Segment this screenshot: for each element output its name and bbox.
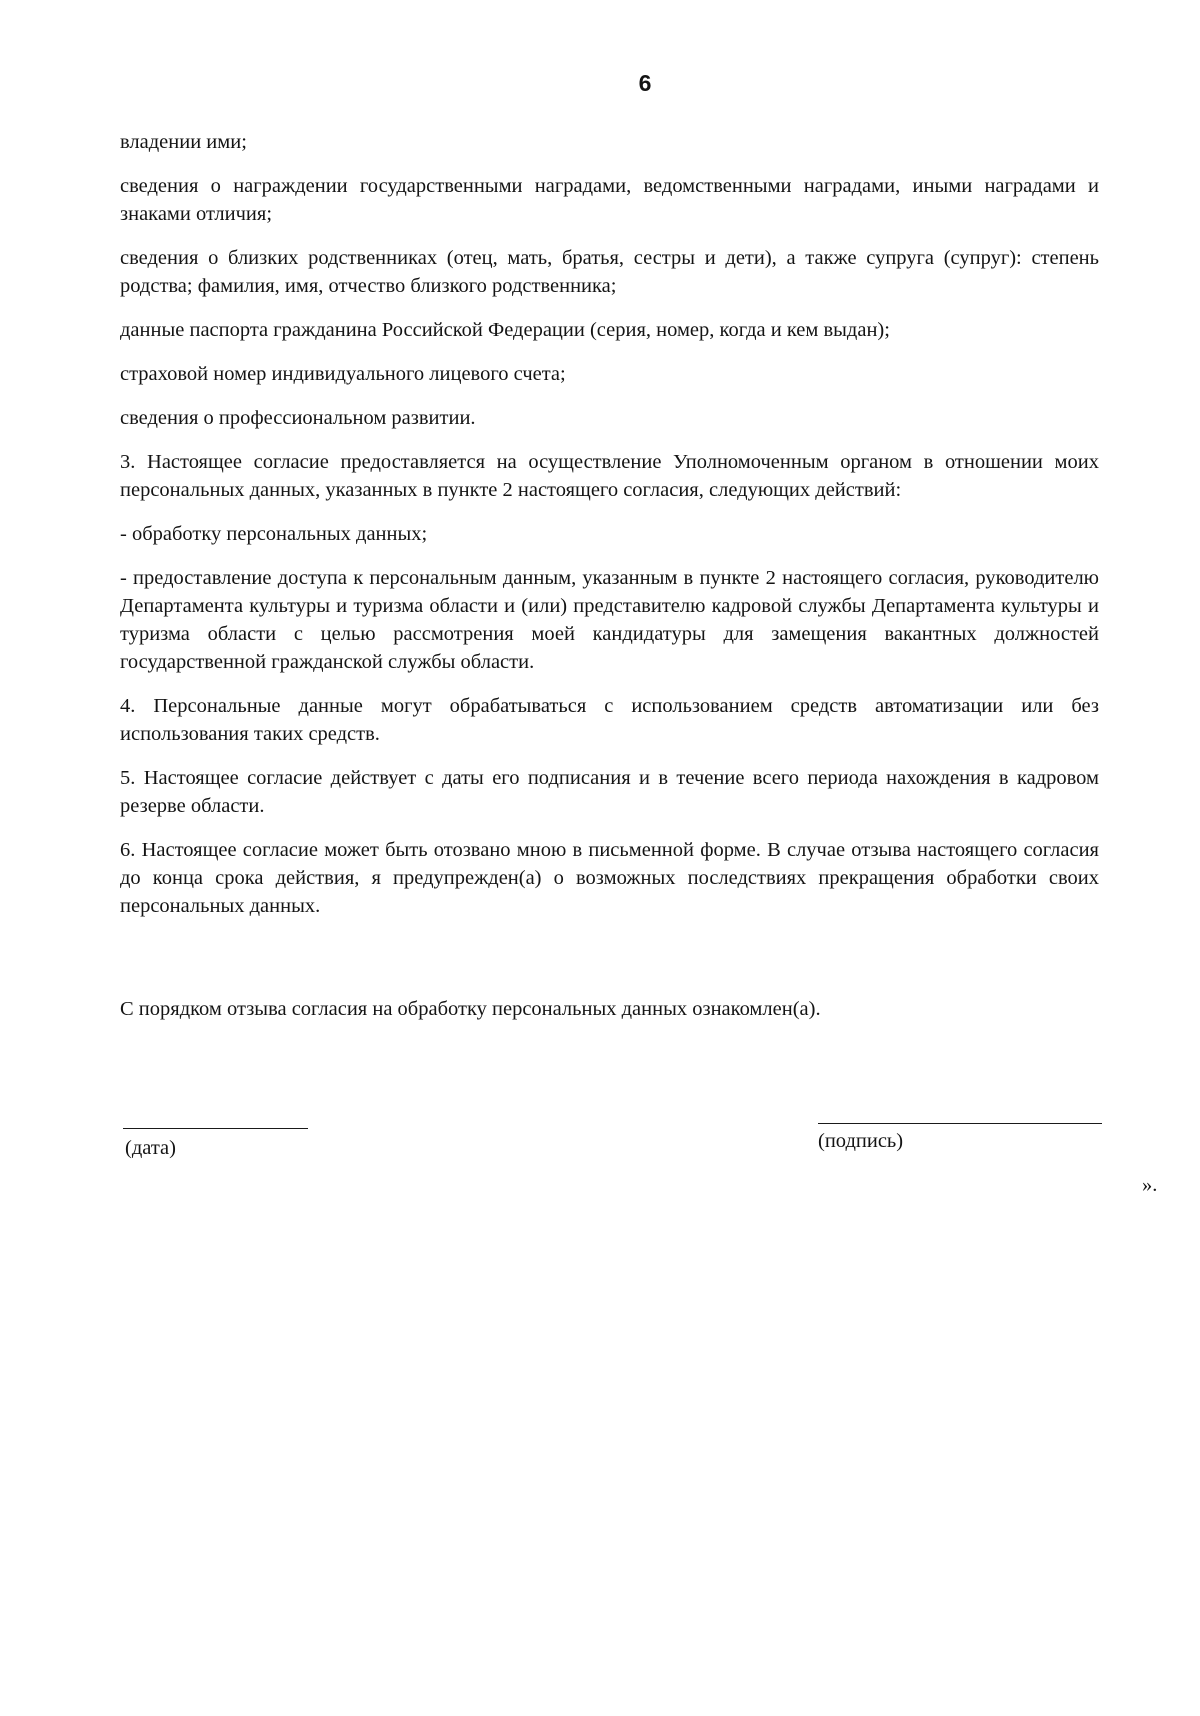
paragraph-clause-4: 4. Персональные данные могут обрабатываться с использованием средств автоматизации или без использования таких средств. [120, 695, 1099, 745]
acknowledgement-text: С порядком отзыва согласия на обработку персональных данных ознакомлен(а). [120, 998, 821, 1020]
consent-body [120, 128, 1099, 936]
paragraph-professional-development: сведения о профессиональном развитии. [120, 407, 476, 429]
paragraph-passport: данные паспорта гражданина Российской Федерации (серия, номер, когда и кем выдан); [120, 319, 890, 341]
signature-field-line [818, 1123, 1102, 1124]
paragraph-clause-6: 6. Настоящее согласие может быть отозвано мною в письменной форме. В случае отзыва настоящего согласия до конца срока действия, я предупрежден(а) о возможных последствиях прекращения обработки своих персональных данных. [120, 839, 1099, 917]
signature-caption: (подпись) [818, 1130, 904, 1152]
date-caption: (дата) [125, 1137, 176, 1159]
paragraph-insurance-number: страховой номер индивидуального лицевого счета; [120, 363, 566, 385]
paragraph-clause-5: 5. Настоящее согласие действует с даты его подписания и в течение всего периода нахождения в кадровом резерве области. [120, 767, 1099, 817]
paragraph-awards: сведения о награждении государственными наградами, ведомственными наградами, иными наградами и знаками отличия; [120, 175, 1099, 225]
paragraph-clause-3: 3. Настоящее согласие предоставляется на осуществление Уполномоченным органом в отношении моих персональных данных, указанных в пункте 2 настоящего согласия, следующих действий: [120, 451, 1099, 501]
paragraph-relatives: сведения о близких родственниках (отец, мать, братья, сестры и дети), а также супруга (супруг): степень родства; фамилия, имя, отчество близкого родственника; [120, 247, 1099, 297]
paragraph-access: - предоставление доступа к персональным данным, указанным в пункте 2 настоящего согласия, руководителю Департамента культуры и туризма области и (или) представителю кадровой службы Департамента культуры и туризма области с целью рассмотрения моей кандидатуры для замещения вакантных должностей государственной гражданской службы области. [120, 567, 1099, 673]
closing-quote: ». [1142, 1174, 1158, 1196]
date-field-line [123, 1128, 308, 1129]
paragraph-processing: - обработку персональных данных; [120, 523, 428, 545]
paragraph-possession: владении ими; [120, 131, 247, 153]
page-number: 6 [638, 70, 652, 96]
